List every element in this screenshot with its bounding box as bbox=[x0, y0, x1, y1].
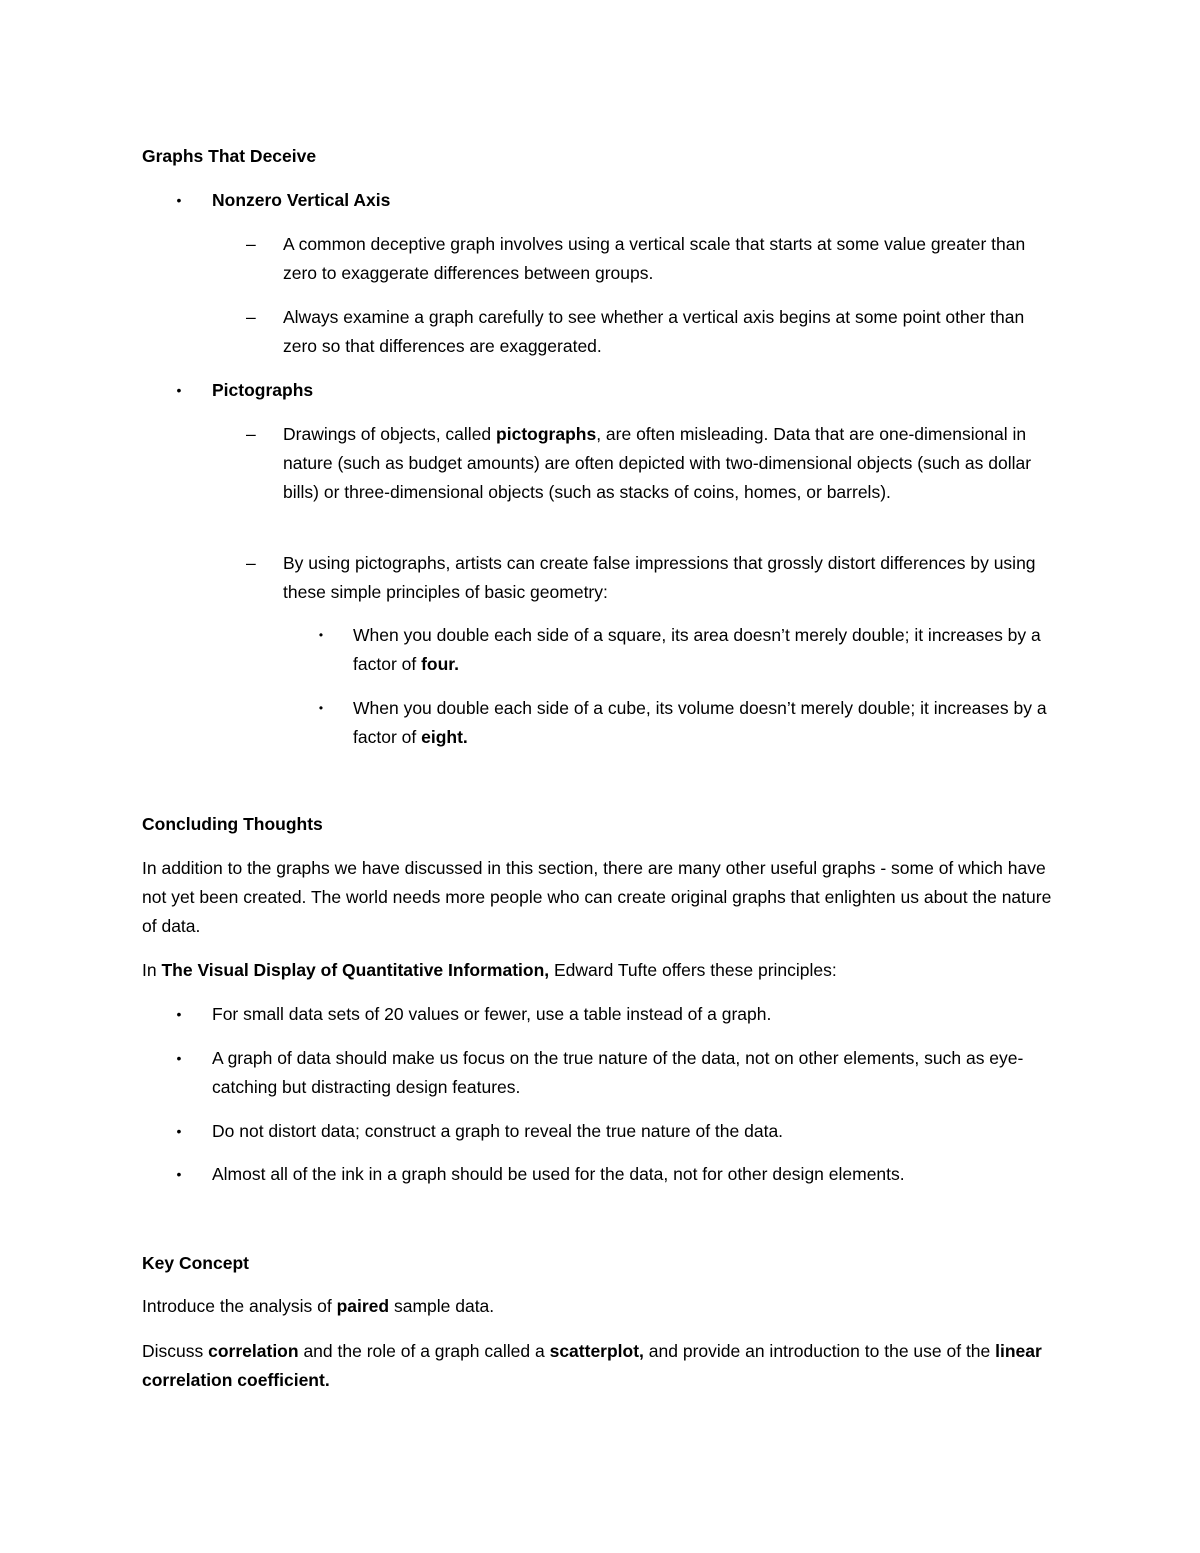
text-segment: Edward Tufte offers these principles: bbox=[549, 960, 837, 980]
section-heading-key-concept: Key Concept bbox=[142, 1253, 249, 1273]
text-segment: In bbox=[142, 960, 162, 980]
subheading-nonzero-vertical-axis: Nonzero Vertical Axis bbox=[212, 190, 391, 210]
subheading-pictographs: Pictographs bbox=[212, 380, 314, 400]
section-heading-concluding-thoughts: Concluding Thoughts bbox=[142, 814, 323, 834]
bullet-icon: • bbox=[176, 382, 182, 398]
pictographs-item-2: By using pictographs, artists can create false impressions that grossly distort differences by using these simple principles of basic geometry: bbox=[283, 553, 1036, 602]
term-eight: eight. bbox=[421, 727, 468, 747]
text-segment: and the role of a graph called a bbox=[298, 1341, 550, 1361]
term-correlation: correlation bbox=[208, 1341, 299, 1361]
principle-item: For small data sets of 20 values or fewer, use a table instead of a graph. bbox=[212, 1004, 772, 1024]
section-heading-graphs-that-deceive: Graphs That Deceive bbox=[142, 146, 317, 166]
tufte-intro-paragraph bbox=[142, 956, 1062, 985]
text-segment: Discuss bbox=[142, 1341, 209, 1361]
principle-item: Do not distort data; construct a graph to reveal the true nature of the data. bbox=[212, 1121, 784, 1141]
bullet-icon: • bbox=[176, 192, 182, 208]
book-title: The Visual Display of Quantitative Information, bbox=[161, 960, 550, 980]
term-four: four. bbox=[421, 654, 460, 674]
principle-item: A graph of data should make us focus on the true nature of the data, not on other elements, such as eye-catching but distracting design features. bbox=[212, 1048, 1024, 1097]
bullet-icon: • bbox=[318, 701, 324, 715]
dash-icon: – bbox=[246, 234, 256, 254]
text-segment: When you double each side of a square, its area doesn’t merely double; it increases by a factor of bbox=[353, 625, 1041, 674]
bullet-icon: • bbox=[176, 1050, 182, 1066]
principle-item: Almost all of the ink in a graph should be used for the data, not for other design elements. bbox=[212, 1164, 905, 1184]
geometry-cube-item bbox=[353, 694, 1053, 752]
bullet-icon: • bbox=[176, 1166, 182, 1182]
text-segment: Introduce the analysis of bbox=[142, 1296, 337, 1316]
term-pictographs: pictographs bbox=[496, 424, 597, 444]
term-paired: paired bbox=[336, 1296, 390, 1316]
dash-icon: – bbox=[246, 424, 256, 444]
dash-icon: – bbox=[246, 307, 256, 327]
pictographs-item-1 bbox=[283, 420, 1063, 507]
text-segment: sample data. bbox=[389, 1296, 495, 1316]
nonzero-item-2: Always examine a graph carefully to see whether a vertical axis begins at some point other than zero so that differences are exaggerated. bbox=[283, 307, 1025, 356]
key-concept-paragraph-2 bbox=[142, 1337, 1062, 1395]
bullet-icon: • bbox=[176, 1006, 182, 1022]
term-scatterplot: scatterplot, bbox=[549, 1341, 644, 1361]
term-linear-correlation-coefficient: linear correlation coefficient. bbox=[142, 1341, 1042, 1390]
bullet-icon: • bbox=[318, 628, 324, 642]
text-segment: and provide an introduction to the use of the bbox=[643, 1341, 996, 1361]
text-segment: Drawings of objects, called bbox=[283, 424, 497, 444]
concluding-paragraph: In addition to the graphs we have discussed in this section, there are many other useful graphs - some of which have not yet been created. The world needs more people who can create original graphs that enlighten us about the nature of data. bbox=[142, 858, 1052, 936]
nonzero-item-1: A common deceptive graph involves using a vertical scale that starts at some value greater than zero to exaggerate differences between groups. bbox=[283, 234, 1026, 283]
dash-icon: – bbox=[246, 553, 256, 573]
text-segment: When you double each side of a cube, its volume doesn’t merely double; it increases by a factor of bbox=[353, 698, 1047, 747]
bullet-icon: • bbox=[176, 1123, 182, 1139]
geometry-square-item bbox=[353, 621, 1053, 679]
key-concept-paragraph-1 bbox=[142, 1292, 1062, 1321]
text-segment: , are often misleading. Data that are one-dimensional in nature (such as budget amounts) are often depicted with two-dimensional objects (such as dollar bills) or three-dimensional objects (such as stacks of coins, homes, or barrels). bbox=[283, 424, 1032, 502]
